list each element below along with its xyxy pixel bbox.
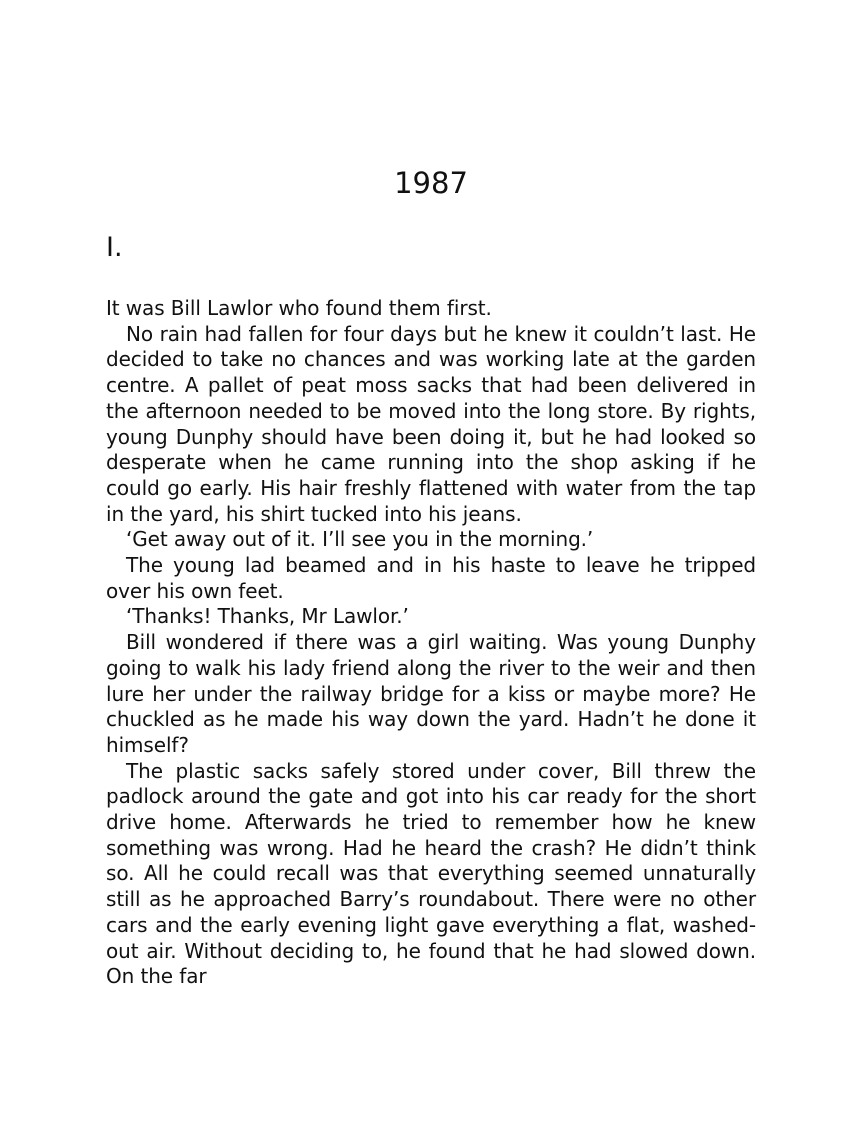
paragraph: ‘Get away out of it. I’ll see you in the morning.’ — [126, 527, 594, 552]
paragraph: The plastic sacks safely stored under cover, Bill threw the padlock around the gate and got into his car ready for the short drive home. Afterwards he tried to remember how he knew something was wrong. Had he heard the crash? He didn’t think so. All he could recall was that everything seemed unnaturally still as he approached Barry’s roundabout. There were no other cars and the early evening light gave everything a flat, washed-out air. Without deciding to, he found that he had slowed down. On the far — [106, 758, 756, 989]
paragraph: The young lad beamed and in his haste to leave he tripped over his own feet. — [106, 553, 756, 603]
paragraph: ‘Thanks! Thanks, Mr Lawlor.’ — [126, 604, 409, 629]
paragraph: No rain had fallen for four days but he knew it couldn’t last. He decided to take no chances and was working late at the garden centre. A pallet of peat moss sacks that had been delivered in the afternoon needed to be moved into the long store. By rights, young Dunphy should have been doing it, but he had looked so desperate when he came running into the shop asking if he could go early. His hair freshly flattened with water from the tap in the yard, his shirt tucked into his jeans. — [106, 321, 756, 526]
body-text — [106, 296, 756, 990]
paragraph: Bill wondered if there was a girl waiting. Was young Dunphy going to walk his lady friend along the river to the weir and then lure her under the railway bridge for a kiss or maybe more? He chuckled as he made his way down the yard. Hadn’t he done it himself? — [106, 630, 756, 757]
year-heading: 1987 — [394, 166, 468, 200]
paragraph: It was Bill Lawlor who found them first. — [106, 296, 492, 320]
chapter-heading: I. — [106, 232, 123, 263]
